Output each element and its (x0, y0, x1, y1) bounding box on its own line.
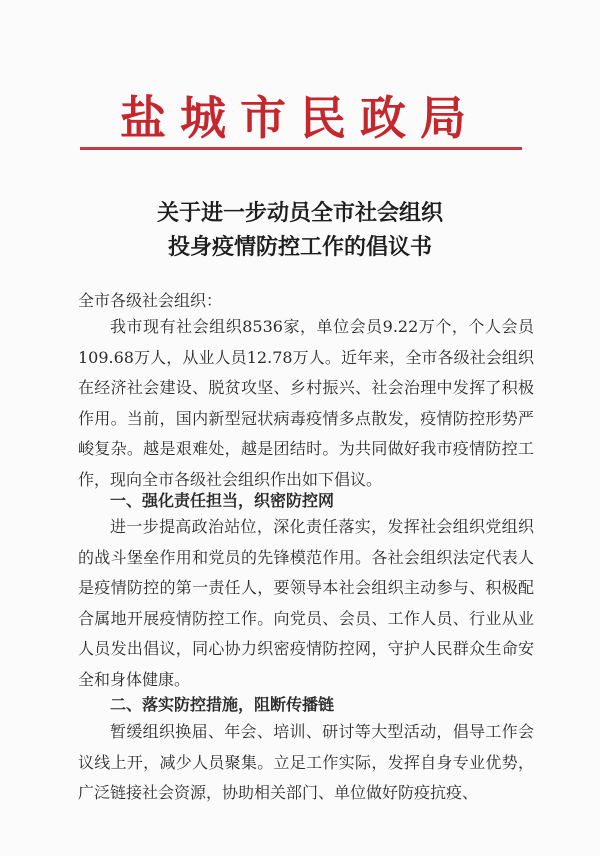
issuing-organization-header: 盐城市民政局 (120, 91, 480, 145)
section-heading-1: 一、强化责任担当，织密防控网 (110, 491, 335, 510)
body-paragraph-2: 进一步提高政治站位，深化责任落实，发挥社会组织党组织的战斗堡垒作用和党员的先锋模范作用。各社会组织法定代表人是疫情防控的第一责任人，要领导本社会组织主动参与、积极配合属地开展疫情防控工作。向党员、会员、工作人员、行业从业人员发出倡议，同心协力织密疫情防控网，守护人民群众生命安全和身体健康。 (78, 517, 534, 689)
section-heading-2: 二、落实防控措施，阻断传播链 (110, 695, 335, 714)
document-title-line-2: 投身疫情防控工作的倡议书 (167, 234, 432, 260)
body-paragraph-1: 我市现有社会组织8536家，单位会员9.22万个，个人会员109.68万人，从业人员12.78万人。近年来，全市各级社会组织在经济社会建设、脱贫攻坚、乡村振兴、社会治理中发挥了积极作用。当前，国内新型冠状病毒疫情多点散发，疫情防控形势严峻复杂。越是艰难处，越是团结时。为共同做好我市疫情防控工作，现向全市各级社会组织作出如下倡议。 (78, 317, 534, 489)
body-paragraph-3: 暂缓组织换届、年会、培训、研讨等大型活动，倡导工作会议线上开，减少人员聚集。立足工作实际，发挥自身专业优势，广泛链接社会资源，协助相关部门、单位做好防疫抗疫、 (78, 722, 534, 803)
salutation: 全市各级社会组织： (78, 291, 223, 310)
red-header-rule (80, 147, 522, 150)
document-title-line-1: 关于进一步动员全市社会组织 (156, 200, 443, 226)
